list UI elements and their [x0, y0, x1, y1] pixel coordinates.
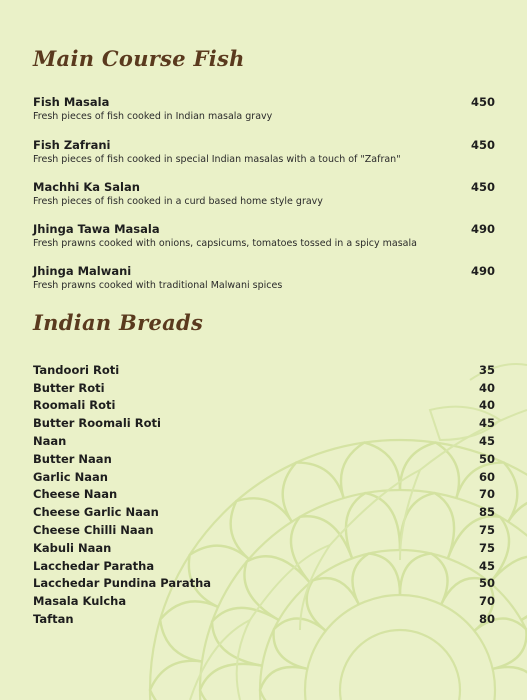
item-name: Taftan: [33, 612, 74, 627]
item-price: 50: [478, 451, 495, 466]
section-title-breads: Indian Breads: [33, 310, 204, 335]
item-price: 75: [478, 540, 495, 555]
bread-row: [33, 361, 495, 379]
item-price: 40: [478, 380, 495, 395]
item-name: Tandoori Roti: [33, 362, 120, 377]
bread-row: [33, 450, 495, 468]
bread-row: [33, 468, 495, 486]
item-price: 450: [470, 95, 495, 109]
item-name: Masala Kulcha: [33, 594, 127, 609]
bread-row: [33, 503, 495, 521]
item-price: 70: [478, 487, 495, 502]
bread-row: [33, 592, 495, 610]
bread-row: [33, 521, 495, 539]
item-description: Fresh pieces of fish cooked in Indian masala gravy: [33, 111, 273, 122]
item-name: Cheese Garlic Naan: [33, 505, 159, 520]
item-name: Butter Roomali Roti: [33, 416, 161, 431]
bread-row: [33, 432, 495, 450]
item-name: Garlic Naan: [33, 469, 108, 484]
item-name: Lacchedar Paratha: [33, 558, 155, 573]
item-price: 70: [478, 594, 495, 609]
item-price: 450: [470, 180, 495, 194]
item-price: 490: [470, 264, 495, 278]
item-price: 75: [478, 523, 495, 538]
bread-row: [33, 486, 495, 504]
item-price: 50: [478, 576, 495, 591]
item-price: 490: [470, 222, 495, 236]
bread-list: [33, 361, 495, 628]
item-description: Fresh prawns cooked with traditional Malwani spices: [33, 280, 283, 291]
item-name: Kabuli Naan: [33, 540, 112, 555]
bread-row: [33, 575, 495, 593]
item-description: Fresh prawns cooked with onions, capsicums, tomatoes tossed in a spicy masala: [33, 238, 417, 249]
item-price: 45: [478, 434, 495, 449]
menu-item: [33, 222, 495, 249]
item-name: Lacchedar Pundina Paratha: [33, 576, 212, 591]
item-price: 45: [478, 416, 495, 431]
item-name: Butter Naan: [33, 451, 112, 466]
item-name: Cheese Chilli Naan: [33, 523, 154, 538]
item-price: 85: [478, 505, 495, 520]
item-name: Machhi Ka Salan: [33, 180, 140, 194]
item-price: 80: [478, 612, 495, 627]
item-name: Fish Masala: [33, 95, 110, 109]
item-price: 450: [470, 138, 495, 152]
section-title-fish: Main Course Fish: [33, 46, 245, 71]
bread-row: [33, 397, 495, 415]
item-name: Jhinga Tawa Masala: [33, 222, 160, 236]
bread-row: [33, 610, 495, 628]
bread-row: [33, 539, 495, 557]
item-name: Butter Roti: [33, 380, 105, 395]
item-name: Naan: [33, 434, 67, 449]
menu-item: [33, 95, 495, 122]
item-price: 45: [478, 558, 495, 573]
item-name: Cheese Naan: [33, 487, 118, 502]
menu-item: [33, 138, 495, 165]
item-name: Fish Zafrani: [33, 138, 111, 152]
item-name: Roomali Roti: [33, 398, 116, 413]
item-price: 35: [478, 362, 495, 377]
menu-item: [33, 264, 495, 291]
item-description: Fresh pieces of fish cooked in a curd based home style gravy: [33, 196, 323, 207]
item-name: Jhinga Malwani: [33, 264, 132, 278]
bread-row: [33, 557, 495, 575]
menu-item: [33, 180, 495, 207]
bread-row: [33, 414, 495, 432]
item-description: Fresh pieces of fish cooked in special Indian masalas with a touch of "Zafran": [33, 154, 401, 165]
item-price: 60: [478, 469, 495, 484]
item-price: 40: [478, 398, 495, 413]
bread-row: [33, 379, 495, 397]
